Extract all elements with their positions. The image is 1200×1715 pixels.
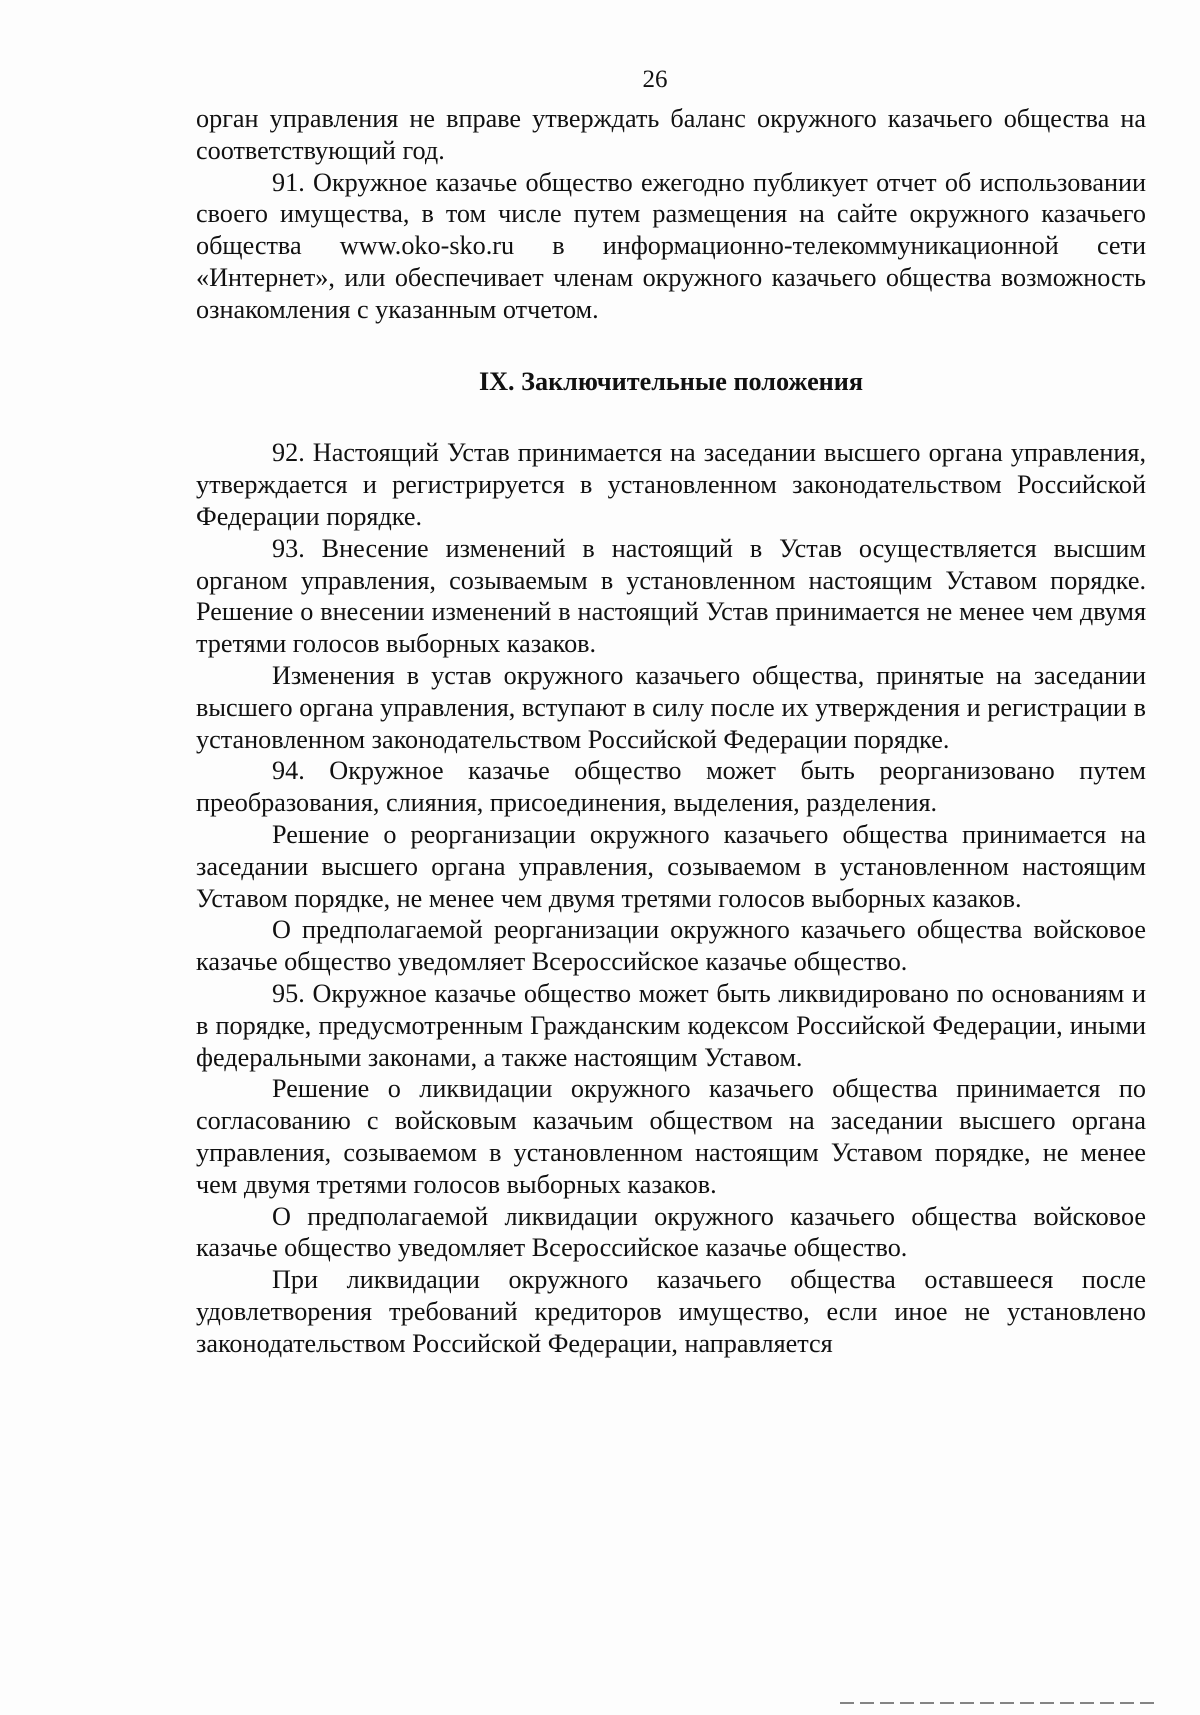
scan-edge-mark xyxy=(840,1702,1160,1704)
paragraph-95-decision: Решение о ликвидации окружного казачьего общества принимается по согласованию с войсковым казачьим обществом на заседании высшего органа управления, созываемом в установленном настоящим Уставом порядке, не менее чем двумя третями голосов выборных казаков. xyxy=(196,1074,1146,1199)
paragraph-95: 95. Окружное казачье общество может быть ликвидировано по основаниям и в порядке, предусмотренным Гражданским кодексом Российской Федерации, иными федеральными законами, а также настоящим Уставом. xyxy=(196,978,1146,1072)
paragraph-93-amendments: Изменения в устав окружного казачьего общества, принятые на заседании высшего органа управления, вступают в силу после их утверждения и регистрации в установленном законодательством Российской Федерации порядке. xyxy=(196,660,1146,754)
page-number: 26 xyxy=(642,66,668,93)
paragraph-95-property: При ликвидации окружного казачьего общества оставшееся после удовлетворения требований кредиторов имущество, если иное не установлено законодательством Российской Федерации, направляется xyxy=(196,1265,1146,1358)
document-body xyxy=(196,103,1146,1359)
paragraph-94-notice: О предполагаемой реорганизации окружного казачьего общества войсковое казачье общество уведомляет Всероссийское казачье общество. xyxy=(196,915,1146,977)
paragraph-92: 92. Настоящий Устав принимается на заседании высшего органа управления, утверждается и регистрируется в установленном законодательством Российской Федерации порядке. xyxy=(196,438,1146,531)
paragraph-94-decision: Решение о реорганизации окружного казачьего общества принимается на заседании высшего органа управления, созываемом в установленном настоящим Уставом порядке, не менее чем двумя третями голосов выборных казаков. xyxy=(196,819,1146,913)
paragraph-95-notice: О предполагаемой ликвидации окружного казачьего общества войсковое казачье общество уведомляет Всероссийское казачье общество. xyxy=(196,1201,1146,1263)
paragraph-93: 93. Внесение изменений в настоящий в Устав осуществляется высшим органом управления, созываемым в установленном настоящим Уставом порядке. Решение о внесении изменений в настоящий Устав принимается не менее чем двумя третями голосов выборных казаков. xyxy=(196,533,1146,659)
paragraph-continuation: орган управления не вправе утверждать баланс окружного казачьего общества на соответствующий год. xyxy=(196,104,1146,165)
section-title: IX. Заключительные положения xyxy=(478,366,864,396)
paragraph-91: 91. Окружное казачье общество ежегодно публикует отчет об использовании своего имущества, в том числе путем размещения на сайте окружного казачьего общества www.oko-sko.ru в информационно-телекоммуникационной сети «Интернет», или обеспечивает членам окружного казачьего общества возможность ознакомления с указанным отчетом. xyxy=(196,167,1146,324)
paragraph-94: 94. Окружное казачье общество может быть реорганизовано путем преобразования, слияния, присоединения, выделения, разделения. xyxy=(196,756,1146,818)
